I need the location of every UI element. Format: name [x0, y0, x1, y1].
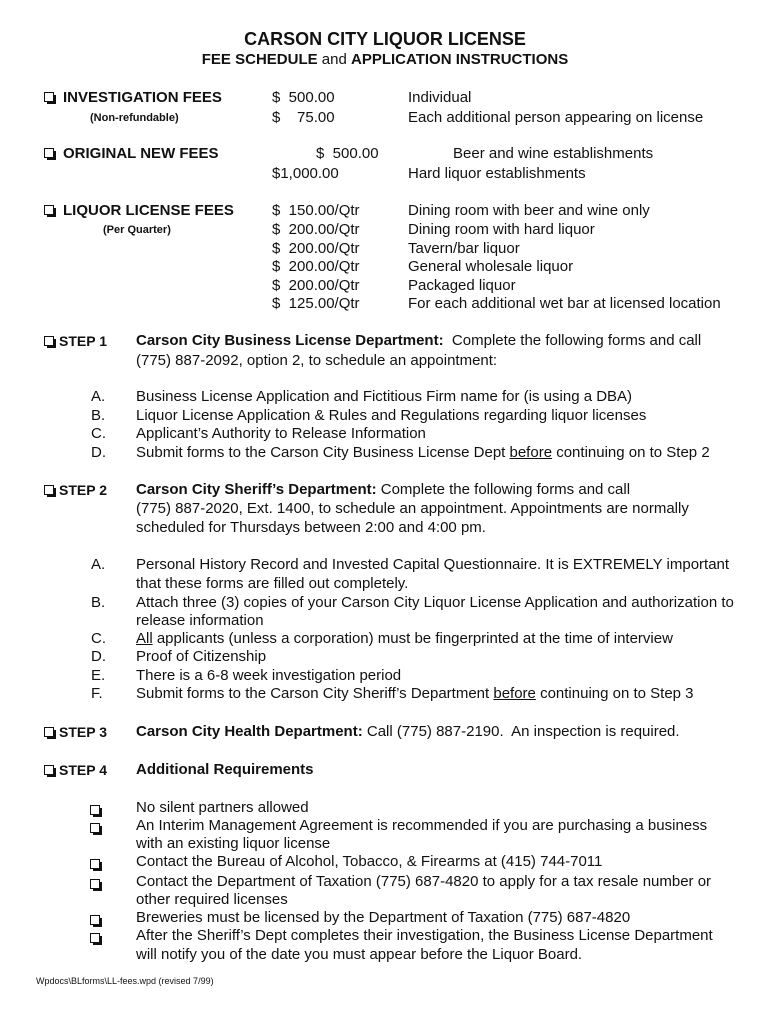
checkbox-icon	[44, 336, 55, 347]
step2-item-c-post: applicants (unless a corporation) must be fingerprinted at the time of interview	[152, 630, 673, 647]
step2-item-f-pre: Submit forms to the Carson City Sheriff’s Department	[136, 685, 494, 702]
step1-item-a: Business License Application and Fictitious Firm name for (is using a DBA)	[136, 388, 633, 405]
step4-item-6-cont: will notify you of the date you must appear before the Liquor Board.	[136, 946, 583, 963]
liquor-desc-3: Tavern/bar liquor	[408, 240, 520, 257]
step4-label	[44, 762, 107, 778]
checkbox-icon	[44, 148, 55, 159]
step3-instruction: Call (775) 887-2190. An inspection is required.	[362, 723, 680, 740]
investigation-desc-2: Each additional person appearing on license	[408, 109, 704, 126]
step2-item-f-post: continuing on to Step 3	[535, 685, 694, 702]
step4-item-1: No silent partners allowed	[136, 799, 309, 816]
step1-line1	[136, 332, 701, 349]
investigation-fees-note: (Non-refundable)	[90, 112, 179, 124]
original-fees-label	[44, 145, 219, 162]
step3-label-text: STEP 3	[59, 724, 107, 740]
step2-letter-a: A.	[91, 556, 106, 573]
step4-item-2: An Interim Management Agreement is recommended if you are purchasing a business	[136, 817, 708, 834]
step1-item-c: Applicant’s Authority to Release Information	[136, 425, 426, 442]
liquor-desc-1: Dining room with beer and wine only	[408, 202, 650, 219]
step1-item-d-pre: Submit forms to the Carson City Business License Dept	[136, 444, 510, 461]
step2-item-c-emphasis: All	[136, 630, 153, 647]
checkbox-icon	[44, 727, 55, 738]
step1-item-d-emphasis: before	[509, 444, 553, 461]
step2-item-c	[136, 630, 673, 647]
original-desc-1: Beer and wine establishments	[453, 145, 654, 162]
step3-label	[44, 724, 107, 740]
investigation-amount-2: $ 75.00	[272, 109, 335, 126]
investigation-fees-label	[44, 89, 222, 106]
step1-item-b: Liquor License Application & Rules and Regulations regarding liquor licenses	[136, 407, 647, 424]
step1-label	[44, 333, 107, 349]
step2-item-a: Personal History Record and Invested Capital Questionnaire. It is EXTREMELY important	[136, 556, 730, 573]
step2-item-f	[136, 685, 694, 702]
step2-item-f-emphasis: before	[493, 685, 536, 702]
footer-file-reference: Wpdocs\BLforms\LL-fees.wpd (revised 7/99)	[36, 976, 214, 986]
checkbox-icon	[90, 933, 101, 944]
checkbox-icon	[44, 205, 55, 216]
step4-bullet-3	[90, 856, 109, 873]
step2-item-e: There is a 6-8 week investigation period	[136, 667, 402, 684]
step2-label-text: STEP 2	[59, 482, 107, 498]
original-amount-2: $1,000.00	[272, 165, 339, 182]
liquor-fees-text: LIQUOR LICENSE FEES	[63, 202, 234, 219]
checkbox-icon	[90, 823, 101, 834]
liquor-fees-label	[44, 202, 234, 219]
investigation-fees-text: INVESTIGATION FEES	[63, 89, 222, 106]
subtitle-part-fee: FEE SCHEDULE	[201, 51, 318, 68]
subtitle-part-instructions: APPLICATION INSTRUCTIONS	[351, 51, 569, 68]
checkbox-icon	[90, 879, 101, 890]
step3-line1	[136, 723, 680, 740]
step4-bullet-4	[90, 876, 109, 893]
step3-heading: Carson City Health Department:	[136, 723, 363, 740]
checkbox-icon	[44, 485, 55, 496]
step2-item-b-cont: release information	[136, 612, 264, 629]
checkbox-icon	[44, 765, 55, 776]
checkbox-icon	[90, 859, 101, 870]
step1-item-d	[136, 444, 710, 461]
step2-item-b: Attach three (3) copies of your Carson City Liquor License Application and authorization to	[136, 594, 734, 611]
step2-letter-f: F.	[91, 685, 103, 702]
step4-item-4: Contact the Department of Taxation (775) 687-4820 to apply for a tax resale number or	[136, 873, 712, 890]
step1-instruction: Complete the following forms and call	[443, 332, 702, 349]
step4-bullet-2	[90, 820, 109, 837]
liquor-amount-1: $ 150.00/Qtr	[272, 202, 360, 219]
step4-item-4-cont: other required licenses	[136, 891, 288, 908]
step1-letter-a: A.	[91, 388, 106, 405]
step4-bullet-5	[90, 912, 109, 929]
step2-line1	[136, 481, 630, 498]
subtitle-and: and	[317, 51, 351, 68]
step1-item-d-post: continuing on to Step 2	[552, 444, 710, 461]
step2-heading: Carson City Sheriff’s Department:	[136, 481, 377, 498]
step2-label	[44, 482, 107, 498]
step1-heading: Carson City Business License Department:	[136, 332, 444, 349]
liquor-amount-3: $ 200.00/Qtr	[272, 240, 360, 257]
liquor-amount-4: $ 200.00/Qtr	[272, 258, 360, 275]
liquor-amount-5: $ 200.00/Qtr	[272, 277, 360, 294]
original-fees-text: ORIGINAL NEW FEES	[63, 145, 219, 162]
investigation-amount-1: $ 500.00	[272, 89, 335, 106]
liquor-desc-4: General wholesale liquor	[408, 258, 574, 275]
step2-instruction: Complete the following forms and call	[376, 481, 631, 498]
step4-item-2-cont: with an existing liquor license	[136, 835, 331, 852]
document-title: CARSON CITY LIQUOR LICENSE	[244, 29, 526, 49]
step2-letter-b: B.	[91, 594, 106, 611]
liquor-fees-note: (Per Quarter)	[103, 224, 171, 236]
liquor-desc-2: Dining room with hard liquor	[408, 221, 595, 238]
step2-item-d: Proof of Citizenship	[136, 648, 267, 665]
liquor-amount-6: $ 125.00/Qtr	[272, 295, 360, 312]
step2-line3: scheduled for Thursdays between 2:00 and 4:00 pm.	[136, 519, 486, 536]
liquor-desc-5: Packaged liquor	[408, 277, 516, 294]
document-subtitle	[0, 51, 770, 68]
step1-label-text: STEP 1	[59, 333, 107, 349]
step4-item-3: Contact the Bureau of Alcohol, Tobacco, & Firearms at (415) 744-7011	[136, 853, 603, 870]
original-desc-2: Hard liquor establishments	[408, 165, 586, 182]
checkbox-icon	[90, 915, 101, 926]
liquor-desc-6: For each additional wet bar at licensed location	[408, 295, 721, 312]
step4-item-5: Breweries must be licensed by the Department of Taxation (775) 687-4820	[136, 909, 631, 926]
liquor-amount-2: $ 200.00/Qtr	[272, 221, 360, 238]
step2-letter-d: D.	[91, 648, 106, 665]
investigation-desc-1: Individual	[408, 89, 472, 106]
original-amount-1: $ 500.00	[316, 145, 379, 162]
step2-letter-e: E.	[91, 667, 106, 684]
step1-line2: (775) 887-2092, option 2, to schedule an appointment:	[136, 352, 498, 369]
step2-letter-c: C.	[91, 630, 106, 647]
step1-letter-d: D.	[91, 444, 106, 461]
step2-item-a-cont: that these forms are filled out completely.	[136, 575, 409, 592]
step4-heading: Additional Requirements	[136, 761, 314, 778]
step1-letter-b: B.	[91, 407, 106, 424]
step1-letter-c: C.	[91, 425, 106, 442]
checkbox-icon	[44, 92, 55, 103]
step2-line2: (775) 887-2020, Ext. 1400, to schedule an appointment. Appointments are normally	[136, 500, 689, 517]
step4-item-6: After the Sheriff’s Dept completes their investigation, the Business License Department	[136, 927, 713, 944]
checkbox-icon	[90, 805, 101, 816]
step4-bullet-6	[90, 930, 109, 947]
step4-label-text: STEP 4	[59, 762, 107, 778]
step4-bullet-1	[90, 802, 109, 819]
